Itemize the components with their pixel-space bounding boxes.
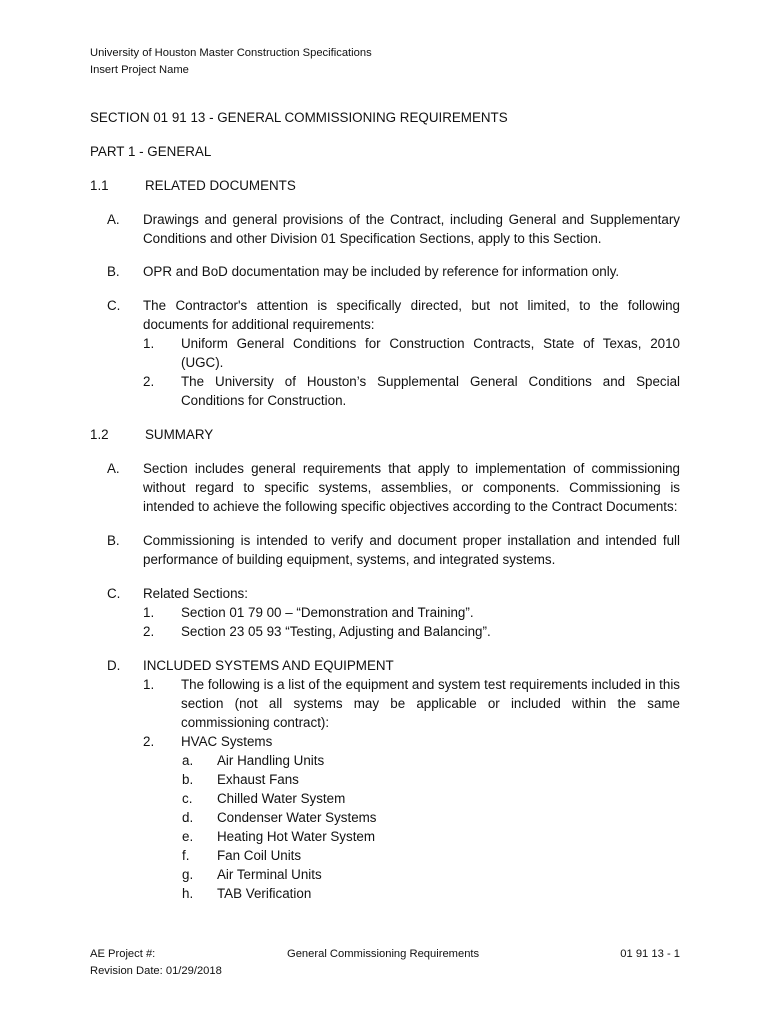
- paragraph-text: INCLUDED SYSTEMS AND EQUIPMENT: [143, 658, 394, 673]
- paragraph-text: Drawings and general provisions of the Contract, including General and Supplementary Conditions and other Division 01 Specification Sections, apply to this Section.: [143, 212, 680, 246]
- footer-section-title: General Commissioning Requirements: [287, 948, 480, 960]
- article-title: RELATED DOCUMENTS: [145, 178, 296, 193]
- paragraph-1-2-a: [90, 459, 680, 516]
- article-number: 1.2: [90, 427, 109, 442]
- paragraph-1-2-b: [90, 531, 680, 569]
- list-item-letter: h.: [182, 886, 194, 901]
- paragraph-text: Section includes general requirements that apply to implementation of commissioning without regard to specific systems, assemblies, or components. Commissioning is intended to achieve the following specific objectives according to the Contract Documents:: [143, 461, 680, 514]
- list-item: [90, 770, 680, 789]
- list-item: [90, 827, 680, 846]
- list-item: [90, 751, 680, 770]
- part-title: PART 1 - GENERAL: [90, 144, 212, 159]
- list-item: [90, 808, 680, 827]
- running-header: [90, 45, 372, 79]
- list-item-letter: g.: [182, 867, 194, 882]
- footer-project-number: AE Project #:: [90, 948, 156, 960]
- paragraph-1-2-d: [90, 656, 680, 675]
- subparagraph-1-2-c-2: [90, 622, 680, 641]
- subparagraph-1-2-d-1: [90, 675, 680, 732]
- subparagraph-number: 1.: [143, 605, 155, 620]
- list-item-letter: d.: [182, 810, 194, 825]
- paragraph-text: The Contractor's attention is specifically directed, but not limited, to the following documents for additional requirements:: [143, 298, 680, 332]
- list-item-letter: e.: [182, 829, 194, 844]
- list-item-letter: a.: [182, 753, 194, 768]
- list-item-letter: c.: [182, 791, 193, 806]
- footer-revision-date: Revision Date: 01/29/2018: [90, 965, 222, 977]
- list-item-text: Condenser Water Systems: [217, 810, 377, 825]
- header-project-name: Insert Project Name: [90, 64, 189, 76]
- subparagraph-text: The University of Houston’s Supplemental General Conditions and Special Conditions for Construction.: [181, 374, 680, 408]
- list-item-letter: f.: [182, 848, 190, 863]
- document-body: [90, 108, 680, 903]
- list-item-letter: b.: [182, 772, 194, 787]
- footer-page-number: 01 91 13 - 1: [620, 948, 680, 960]
- list-item-text: Exhaust Fans: [217, 772, 299, 787]
- paragraph-number: B.: [107, 264, 120, 279]
- list-item-text: Air Handling Units: [217, 753, 325, 768]
- subparagraph-1-1-c-2: [90, 372, 680, 410]
- subparagraph-number: 1.: [143, 336, 155, 351]
- list-item-text: Air Terminal Units: [217, 867, 322, 882]
- subparagraph-number: 1.: [143, 677, 155, 692]
- article-1-1: [90, 176, 680, 195]
- subparagraph-text: Uniform General Conditions for Construction Contracts, State of Texas, 2010 (UGC).: [181, 336, 680, 370]
- paragraph-text: Related Sections:: [143, 586, 248, 601]
- paragraph-1-1-c: [90, 296, 680, 334]
- list-item-text: Heating Hot Water System: [217, 829, 376, 844]
- list-item: [90, 789, 680, 808]
- subparagraph-number: 2.: [143, 374, 155, 389]
- paragraph-number: D.: [107, 658, 121, 673]
- paragraph-number: A.: [107, 212, 120, 227]
- list-item-text: TAB Verification: [217, 886, 312, 901]
- paragraph-number: A.: [107, 461, 120, 476]
- paragraph-text: OPR and BoD documentation may be included by reference for information only.: [143, 264, 620, 279]
- subparagraph-text: The following is a list of the equipment and system test requirements included in this section (not all systems may be applicable or included within the same commissioning contract):: [181, 677, 680, 730]
- list-item: [90, 884, 680, 903]
- list-item-text: Chilled Water System: [217, 791, 346, 806]
- subparagraph-text: HVAC Systems: [181, 734, 273, 749]
- article-title: SUMMARY: [145, 427, 214, 442]
- header-spec-name: University of Houston Master Construction Specifications: [90, 47, 372, 59]
- paragraph-number: C.: [107, 586, 121, 601]
- paragraph-1-1-a: [90, 210, 680, 248]
- paragraph-1-1-b: [90, 262, 680, 281]
- paragraph-number: C.: [107, 298, 121, 313]
- list-item: [90, 846, 680, 865]
- subparagraph-1-2-c-1: [90, 603, 680, 622]
- list-item-text: Fan Coil Units: [217, 848, 302, 863]
- subparagraph-number: 2.: [143, 624, 155, 639]
- subparagraph-1-2-d-2: [90, 732, 680, 751]
- subparagraph-number: 2.: [143, 734, 155, 749]
- subparagraph-text: Section 01 79 00 – “Demonstration and Training”.: [181, 605, 474, 620]
- article-number: 1.1: [90, 178, 109, 193]
- subparagraph-text: Section 23 05 93 “Testing, Adjusting and Balancing”.: [181, 624, 491, 639]
- list-item: [90, 865, 680, 884]
- article-1-2: [90, 425, 680, 444]
- paragraph-1-2-c: [90, 584, 680, 603]
- section-title: SECTION 01 91 13 - GENERAL COMMISSIONING REQUIREMENTS: [90, 110, 508, 125]
- paragraph-text: Commissioning is intended to verify and document proper installation and intended full performance of building equipment, systems, and integrated systems.: [143, 533, 680, 567]
- subparagraph-1-1-c-1: [90, 334, 680, 372]
- paragraph-number: B.: [107, 533, 120, 548]
